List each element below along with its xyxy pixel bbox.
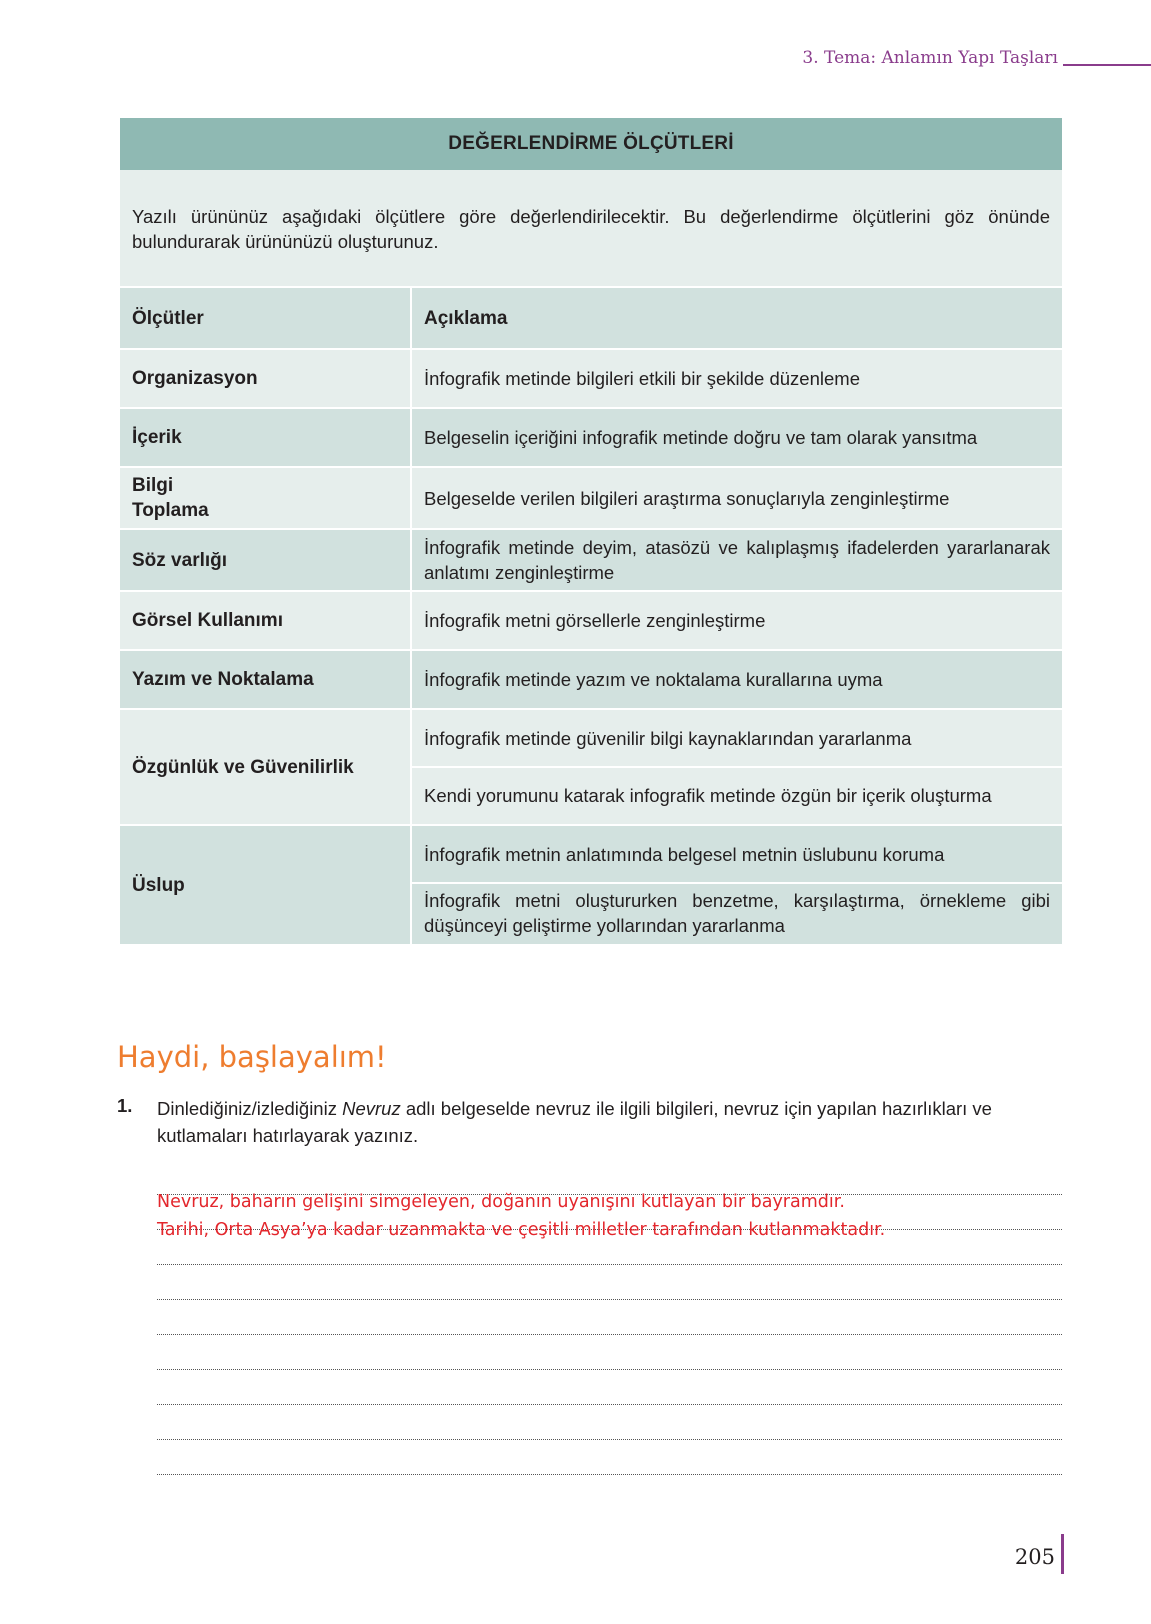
- description-cell: İnfografik metni oluştururken benzetme, karşılaştırma, örnekleme gibi düşünceyi geliştirme yollarından yararlanma: [424, 890, 1050, 936]
- description-cell: İnfografik metnin anlatımında belgesel metnin üslubunu koruma: [424, 843, 945, 865]
- criteria-table: [120, 286, 1062, 946]
- description-cell: İnfografik metinde deyim, atasözü ve kalıplaşmış ifadelerden yararlanarak anlatımı zenginleştirme: [424, 537, 1050, 583]
- table-row: [120, 651, 1062, 710]
- section-title: Haydi, başlayalım!: [117, 1040, 387, 1074]
- table-row: [120, 530, 1062, 592]
- description-cell: İnfografik metinde güvenilir bilgi kaynaklarından yararlanma: [424, 727, 912, 749]
- criterion-cell: Organizasyon: [120, 350, 412, 407]
- header-rule: [1063, 64, 1151, 66]
- table-row: [120, 826, 1062, 946]
- criterion-cell: Üslup: [120, 826, 412, 944]
- table-row: [120, 468, 1062, 530]
- criteria-intro: Yazılı ürününüz aşağıdaki ölçütlere göre değerlendirilecektir. Bu değerlendirme ölçütlerini göz önünde bulundurarak ürününüzü oluşturunuz.: [120, 170, 1062, 286]
- answer-line: Nevruz, baharın gelişini simgeleyen, doğanın uyanışını kutlayan bir bayramdır.: [157, 1192, 845, 1212]
- documentary-title: Nevruz: [342, 1098, 401, 1119]
- criterion-cell: İçerik: [120, 409, 412, 466]
- page-number: 205: [1014, 1545, 1055, 1569]
- page-number-bar: [1061, 1534, 1064, 1574]
- table-row: [120, 409, 1062, 468]
- handwritten-answer: [157, 1188, 1062, 1244]
- description-cell: Kendi yorumunu katarak infografik metinde özgün bir içerik oluşturma: [424, 784, 992, 806]
- description-cell: Belgeselde verilen bilgileri araştırma sonuçlarıyla zenginleştirme: [424, 487, 950, 509]
- criterion-cell: Yazım ve Noktalama: [120, 651, 412, 708]
- description-cell: Belgeselin içeriğini infografik metinde doğru ve tam olarak yansıtma: [424, 427, 978, 448]
- table-row: [120, 592, 1062, 651]
- chapter-header: 3. Tema: Anlamın Yapı Taşları: [802, 48, 1058, 68]
- description-cell: İnfografik metinde yazım ve noktalama kurallarına uyma: [424, 669, 883, 690]
- table-header-row: [120, 288, 1062, 350]
- criterion-cell: Söz varlığı: [120, 530, 412, 590]
- question-text: Dinlediğiniz/izlediğiniz Nevruz adlı belgeselde nevruz ile ilgili bilgileri, nevruz için yapılan hazırlıkları ve kutlamaları hatırlayarak yazınız.: [157, 1098, 992, 1146]
- description-cell: İnfografik metni görsellerle zenginleştirme: [424, 610, 766, 631]
- column-header-criteria: Ölçütler: [120, 288, 412, 348]
- description-cell: İnfografik metinde bilgileri etkili bir şekilde düzenleme: [424, 368, 860, 389]
- criterion-cell: Bilgi Toplama: [120, 468, 412, 528]
- criteria-title: DEĞERLENDİRME ÖLÇÜTLERİ: [120, 118, 1062, 170]
- criterion-cell: Özgünlük ve Güvenilirlik: [120, 710, 412, 824]
- table-row: [120, 350, 1062, 409]
- criterion-cell: Görsel Kullanımı: [120, 592, 412, 649]
- question-number: 1.: [117, 1095, 133, 1116]
- answer-line: Tarihi, Orta Asya’ya kadar uzanmakta ve çeşitli milletler tarafından kutlanmaktadır.: [157, 1220, 886, 1240]
- table-row: [120, 710, 1062, 826]
- criteria-card: [120, 118, 1062, 946]
- column-header-description: Açıklama: [424, 307, 508, 329]
